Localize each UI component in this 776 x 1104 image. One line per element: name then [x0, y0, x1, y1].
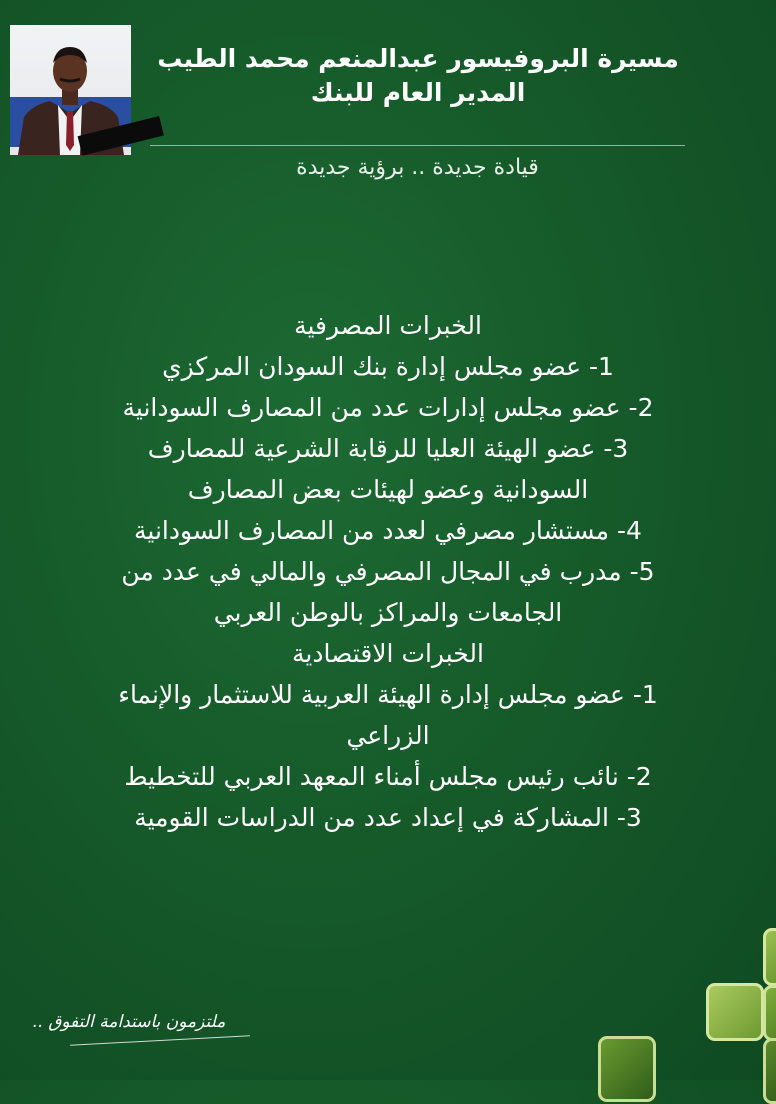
slogan-underline	[70, 1035, 250, 1045]
experience-line: 1- عضو مجلس إدارة الهيئة العربية للاستثمار والإنماء	[118, 680, 658, 709]
economic-experience-heading: الخبرات الاقتصادية	[292, 639, 484, 668]
header-title	[150, 42, 686, 110]
experience-line: 3- عضو الهيئة العليا للرقابة الشرعية للمصارف	[147, 434, 629, 463]
experience-line: 1- عضو مجلس إدارة بنك السودان المركزي	[162, 352, 614, 381]
experience-line: الزراعي	[346, 721, 430, 750]
decorative-square	[598, 1036, 656, 1102]
decorative-square	[763, 1038, 776, 1104]
banking-experience-heading: الخبرات المصرفية	[294, 311, 482, 340]
decorative-square	[706, 983, 764, 1041]
tagline: قيادة جديدة .. برؤية جديدة	[296, 155, 539, 180]
experience-line: السودانية وعضو لهيئات بعض المصارف	[187, 475, 589, 504]
experience-line: 2- نائب رئيس مجلس أمناء المعهد العربي للتخطيط	[124, 762, 652, 791]
header-name: مسيرة البروفيسور عبدالمنعم محمد الطيب	[157, 44, 679, 73]
experience-line: 3- المشاركة في إعداد عدد من الدراسات القومية	[134, 803, 642, 832]
decorative-square	[763, 928, 776, 986]
header-position: المدير العام للبنك	[310, 78, 526, 107]
experience-text	[40, 305, 736, 838]
decorative-square	[763, 985, 776, 1041]
experience-line: الجامعات والمراكز بالوطن العربي	[213, 598, 563, 627]
header-divider	[150, 145, 685, 146]
experience-line: 4- مستشار مصرفي لعدد من المصارف السودانية	[134, 516, 642, 545]
experience-line: 5- مدرب في المجال المصرفي والمالي في عدد من	[121, 557, 655, 586]
experience-line: 2- عضو مجلس إدارات عدد من المصارف السودانية	[122, 393, 654, 422]
slogan: ملتزمون باستدامة التفوق ..	[32, 1012, 226, 1032]
